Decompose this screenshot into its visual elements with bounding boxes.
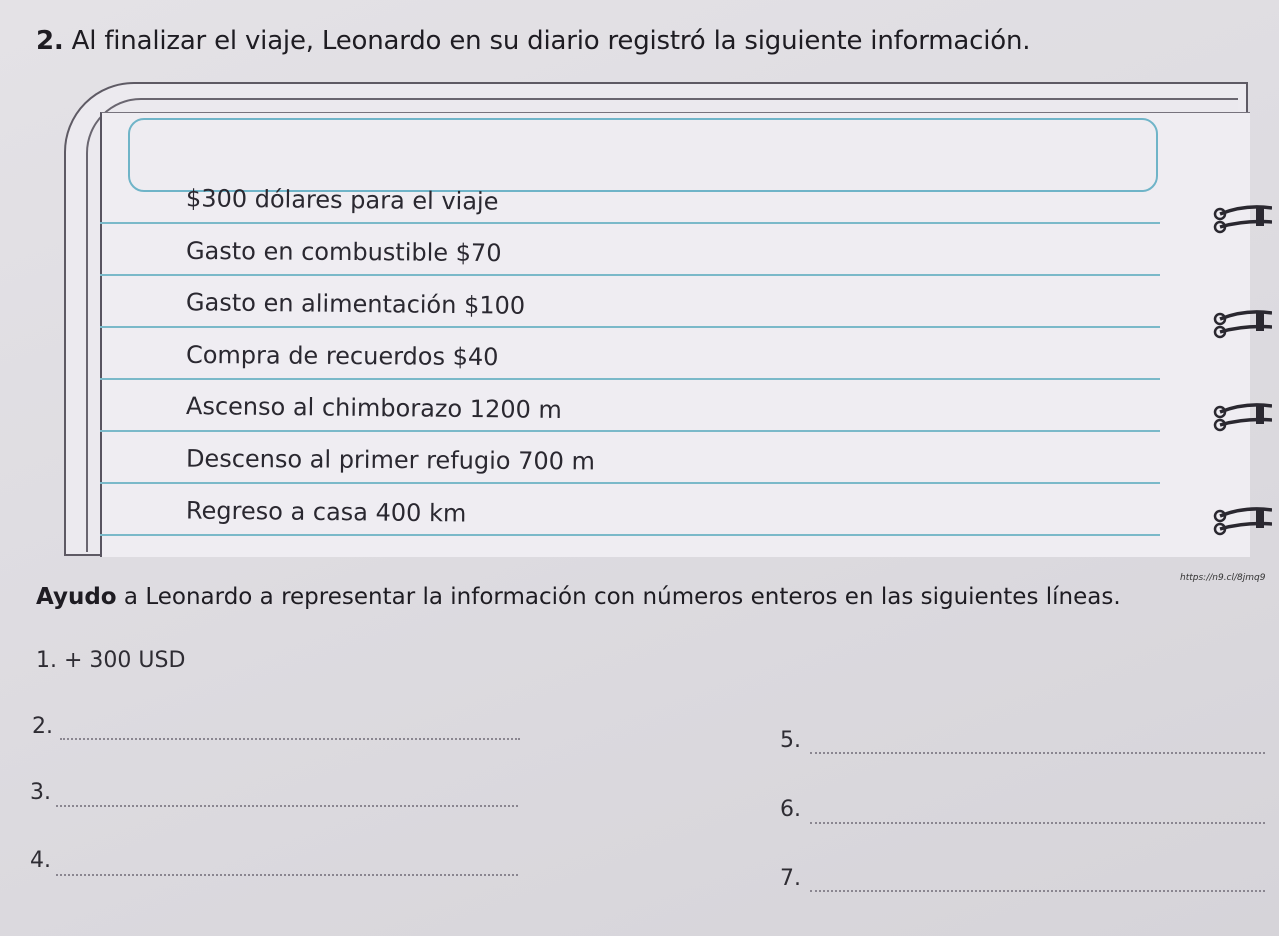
diary-entry [100,432,1160,484]
instruction-rest: a Leonardo a representar la información con números enteros en las siguientes líneas. [116,584,1121,610]
diary-entry-text: Regreso a casa 400 km [185,496,467,528]
diary-entry-text: Compra de recuerdos $40 [185,340,499,372]
diary-entry [100,172,1160,224]
answer-6-line[interactable] [810,822,1265,824]
diary-entry-text: $300 dólares para el viaje [185,184,499,216]
answer-4-line[interactable] [56,874,518,876]
diary-entry-text: Ascenso al chimborazo 1200 m [185,392,562,424]
answer-6-label: 6. [780,797,801,822]
question-title [36,26,1030,56]
image-source-url: https://n9.cl/8jmq9 [1180,573,1266,583]
instruction-bold-word: Ayudo [36,584,117,610]
spiral-ring-icon [1210,502,1272,542]
diary-entry-list [100,172,1160,536]
answer-3-label: 3. [30,780,51,805]
answer-2-line[interactable] [60,738,520,740]
diary-entry-text: Gasto en combustible $70 [185,236,502,268]
answer-3-line[interactable] [56,805,518,807]
diary-entry-text: Gasto en alimentación $100 [185,288,526,320]
answer-1 [36,648,185,673]
answer-5-line[interactable] [810,752,1265,754]
instruction-text [36,584,1121,610]
diary-entry [100,328,1160,380]
answer-2-label: 2. [32,714,53,739]
spiral-ring-icon [1210,398,1272,438]
question-text: Al finalizar el viaje, Leonardo en su diario registró la siguiente información. [71,26,1031,56]
diary-entry-text: Descenso al primer refugio 700 m [185,444,596,476]
answer-7-label: 7. [780,866,801,891]
diary-entry [100,380,1160,432]
answer-1-value: + 300 USD [64,648,186,673]
diary-entry [100,276,1160,328]
question-number: 2. [36,26,64,56]
spiral-ring-icon [1210,200,1272,240]
diary-entry [100,484,1160,536]
answer-5-label: 5. [780,728,801,753]
answer-4-label: 4. [30,848,51,873]
answer-7-line[interactable] [810,890,1265,892]
diary-entry [100,224,1160,276]
spiral-ring-icon [1210,305,1272,345]
answer-1-label: 1. [36,648,57,673]
